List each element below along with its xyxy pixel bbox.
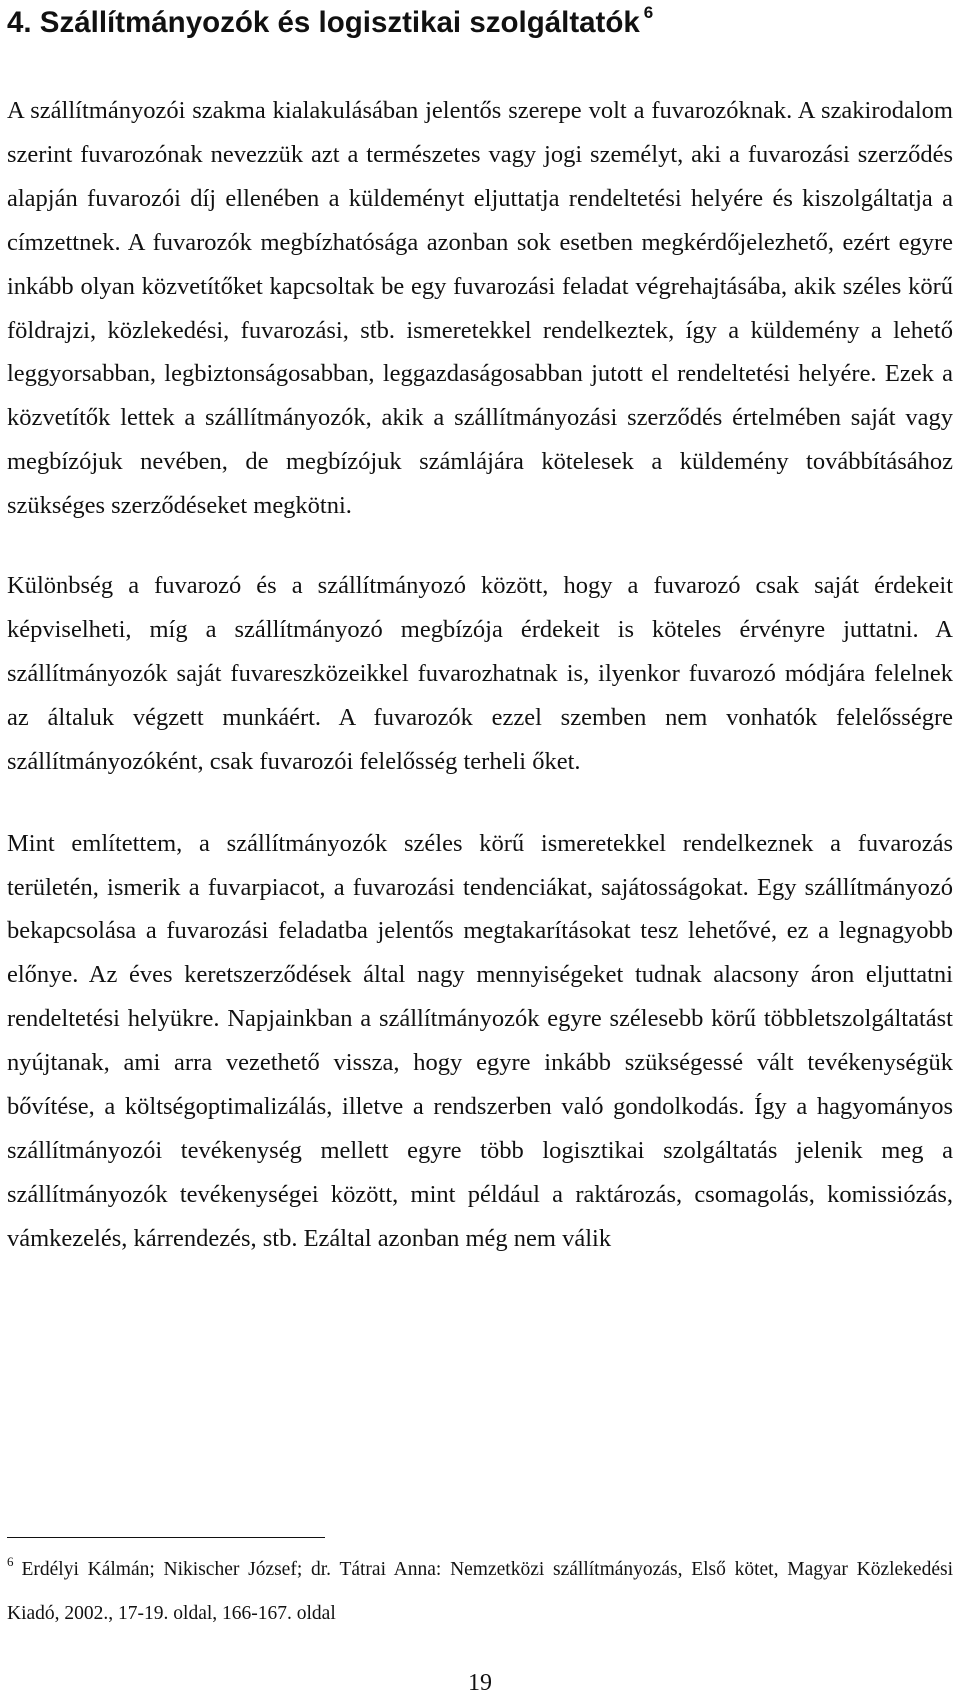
footnote xyxy=(7,1548,953,1636)
section-heading xyxy=(7,0,953,44)
footnote-text: Erdélyi Kálmán; Nikischer József; dr. Tátrai Anna: Nemzetközi szállítmányozás, Első kötet, Magyar Közlekedési Kiadó, 2002., 17-19. oldal, 166-167. oldal xyxy=(7,1559,953,1624)
footnote-number: 6 xyxy=(7,1554,14,1569)
footnote-reference[interactable]: 6 xyxy=(643,3,654,22)
section-heading-title: 4. Szállítmányozók és logisztikai szolgáltatók xyxy=(7,6,640,39)
body-paragraph-2: Különbség a fuvarozó és a szállítmányozó között, hogy a fuvarozó csak saját érdekeit képviselheti, míg a szállítmányozó megbízója érdekeit is köteles érvényre juttatni. A szállítmányozók saját fuvareszközeikkel fuvarozhatnak is, ilyenkor fuvarozó módjára felelnek az általuk végzett munkáért. A fuvarozók ezzel szemben nem vonhatók felelősségre szállítmányozóként, csak fuvarozói felelősség terheli őket. xyxy=(7,572,953,775)
footnote-separator xyxy=(7,1537,325,1538)
body-paragraph-3: Mint említettem, a szállítmányozók széles körű ismeretekkel rendelkeznek a fuvarozás területén, ismerik a fuvarpiacot, a fuvarozási tendenciákat, sajátosságokat. Egy szállítmányozó bekapcsolása a fuvarozási feladatba jelentős megtakarításokat tesz lehetővé, ez a legnagyobb előnye. Az éves keretszerződések által nagy mennyiségeket tudnak alacsony áron eljuttatni rendeltetési helyükre. Napjainkban a szállítmányozók egyre szélesebb körű többletszolgáltatást nyújtanak, ami arra vezethető vissza, hogy egyre inkább szükségessé vált tevékenységük bővítése, a költségoptimalizálás, illetve a rendszerben való gondolkodás. Így a hagyományos szállítmányozói tevékenység mellett egyre több logisztikai szolgáltatás jelenik meg a szállítmányozók tevékenységei között, mint például a raktározás, csomagolás, komissiózás, vámkezelés, kárrendezés, stb. Ezáltal azonban még nem válik xyxy=(7,829,953,1252)
body-paragraph-1: A szállítmányozói szakma kialakulásában jelentős szerepe volt a fuvarozóknak. A szakirodalom szerint fuvarozónak nevezzük azt a természetes vagy jogi személyt, aki a fuvarozási szerződés alapján fuvarozói díj ellenében a küldeményt eljuttatja rendeltetési helyére és kiszolgáltatja a címzettnek. A fuvarozók megbízhatósága azonban sok esetben megkérdőjelezhető, ezért egyre inkább olyan közvetítőket kapcsoltak be egy fuvarozási feladat végrehajtásába, akik széles körű földrajzi, közlekedési, fuvarozási, stb. ismeretekkel rendelkeztek, így a küldemény a lehető leggyorsabban, legbiztonságosabban, leggazdaságosabban jutott el rendeltetési helyére. Ezek a közvetítők lettek a szállítmányozók, akik a szállítmányozási szerződés értelmében saját vagy megbízójuk nevében, de megbízójuk számlájára kötelesek a küldemény továbbításához szükséges szerződéseket megkötni. xyxy=(7,97,953,520)
page-number: 19 xyxy=(468,1670,492,1696)
document-page xyxy=(7,0,953,1696)
